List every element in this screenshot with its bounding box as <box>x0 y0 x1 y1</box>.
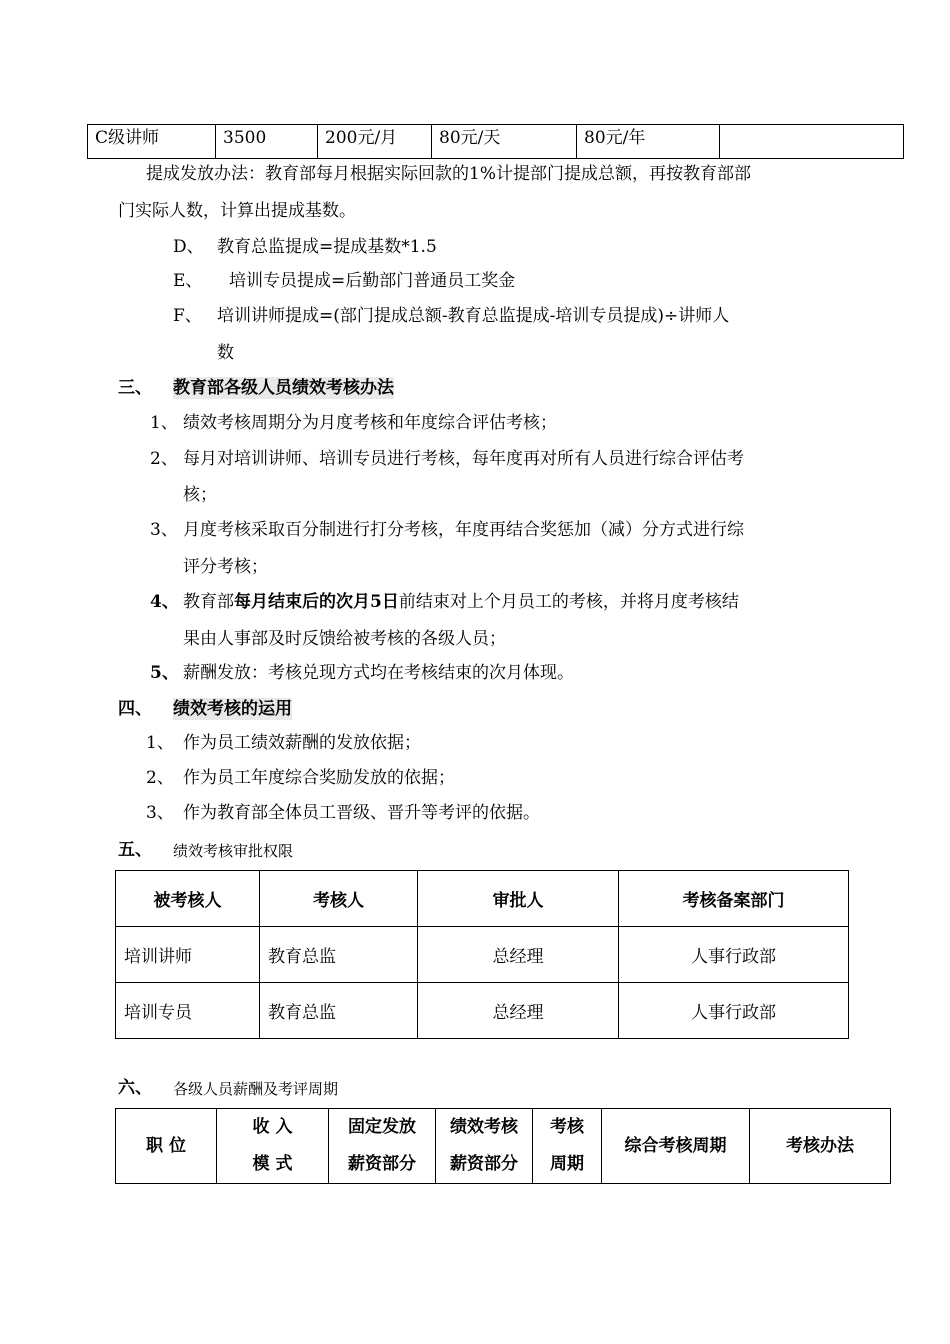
commission-paragraph-line2: 门实际人数，计算出提成基数。 <box>118 201 356 221</box>
list-item-number: 3、 <box>146 803 174 823</box>
list-item-text: 果由人事部及时反馈给被考核的各级人员； <box>183 629 506 649</box>
section-number: 四、 <box>118 699 152 719</box>
table-cell: 培训专员 <box>116 983 260 1039</box>
list-item-text: 月度考核采取百分制进行打分考核，年度再结合奖惩加（减）分方式进行综 <box>183 520 744 540</box>
list-item-continuation: 数 <box>217 343 234 363</box>
table-header-cell: 被考核人 <box>116 871 260 927</box>
list-item-label: F、 <box>173 306 202 326</box>
list-item-text: 作为教育部全体员工晋级、晋升等考评的依据。 <box>183 803 540 823</box>
table-cell: 人事行政部 <box>619 983 849 1039</box>
section-title: 绩效考核的运用 <box>173 699 292 719</box>
table-cell: 80元/天 <box>432 125 577 159</box>
approval-table <box>115 870 849 1039</box>
list-item-number: 1、 <box>150 413 178 433</box>
salary-cycle-table <box>115 1108 891 1184</box>
text-normal: 前结束对上个月员工的考核，并将月度考核结 <box>398 592 739 612</box>
table-cell: 人事行政部 <box>619 927 849 983</box>
commission-paragraph-line1: 提成发放办法：教育部每月根据实际回款的1%计提部门提成总额，再按教育部部 <box>146 164 751 184</box>
table-row <box>116 927 849 983</box>
table-cell: 培训讲师 <box>116 927 260 983</box>
list-item-number: 2、 <box>150 449 178 469</box>
list-item-text: 培训讲师提成=(部门提成总额-教育总监提成-培训专员提成)÷讲师人 <box>217 306 730 326</box>
table-cell: C级讲师 <box>88 125 216 159</box>
table-header-cell <box>217 1109 329 1184</box>
table-header-row <box>116 1109 891 1184</box>
list-item-number: 3、 <box>150 520 178 540</box>
section-number: 三、 <box>118 378 152 398</box>
section-number: 五、 <box>118 840 152 860</box>
section-title: 教育部各级人员绩效考核办法 <box>173 378 394 398</box>
header-line: 薪资部分 <box>450 1154 518 1174</box>
header-line: 固定发放 <box>348 1117 416 1137</box>
table-header-cell: 考核人 <box>260 871 418 927</box>
list-item-text: 核； <box>183 485 217 505</box>
list-item-label: D、 <box>173 237 204 257</box>
table-header-cell: 职 位 <box>116 1109 217 1184</box>
list-item-number: 1、 <box>146 733 174 753</box>
text-bold: 每月结束后的次月5日 <box>234 592 399 612</box>
table-cell: 3500 <box>216 125 318 159</box>
header-line: 收 入 <box>252 1117 293 1137</box>
table-header-cell: 考核办法 <box>750 1109 891 1184</box>
header-line: 薪资部分 <box>348 1154 416 1174</box>
header-line: 绩效考核 <box>450 1117 518 1137</box>
section-number: 六、 <box>118 1078 152 1098</box>
list-item-text: 薪酬发放：考核兑现方式均在考核结束的次月体现。 <box>183 663 574 683</box>
list-item-number: 5、 <box>150 663 179 683</box>
header-line: 模 式 <box>252 1154 293 1174</box>
salary-table-top <box>87 124 904 159</box>
list-item-text: 绩效考核周期分为月度考核和年度综合评估考核； <box>183 413 557 433</box>
table-cell: 教育总监 <box>260 983 418 1039</box>
list-item-text: 教育总监提成=提成基数*1.5 <box>217 237 437 257</box>
list-item-text: 培训专员提成=后勤部门普通员工奖金 <box>229 271 516 291</box>
table-row <box>88 125 904 159</box>
text-normal: 教育部 <box>183 592 234 612</box>
table-cell: 200元/月 <box>318 125 432 159</box>
list-item-text: 每月对培训讲师、培训专员进行考核，每年度再对所有人员进行综合评估考 <box>183 449 744 469</box>
section-title: 绩效考核审批权限 <box>173 842 294 860</box>
table-header-cell <box>533 1109 602 1184</box>
header-line: 考核 <box>550 1117 584 1137</box>
table-cell: 教育总监 <box>260 927 418 983</box>
list-item-label: E、 <box>173 271 203 291</box>
table-cell: 80元/年 <box>577 125 720 159</box>
table-cell: 总经理 <box>418 983 619 1039</box>
header-line: 周期 <box>550 1154 584 1174</box>
list-item-text: 作为员工年度综合奖励发放的依据； <box>183 768 455 788</box>
list-item-text <box>183 591 739 613</box>
table-cell: 总经理 <box>418 927 619 983</box>
table-header-cell: 考核备案部门 <box>619 871 849 927</box>
table-header-cell: 综合考核周期 <box>602 1109 750 1184</box>
table-row <box>116 983 849 1039</box>
list-item-text: 评分考核； <box>183 557 268 577</box>
table-cell <box>720 125 904 159</box>
table-header-cell: 审批人 <box>418 871 619 927</box>
list-item-text: 作为员工绩效薪酬的发放依据； <box>183 733 421 753</box>
list-item-number: 2、 <box>146 768 174 788</box>
table-header-cell <box>329 1109 436 1184</box>
list-item-number: 4、 <box>150 592 179 612</box>
table-header-cell <box>436 1109 533 1184</box>
section-title: 各级人员薪酬及考评周期 <box>173 1080 339 1098</box>
table-header-row <box>116 871 849 927</box>
